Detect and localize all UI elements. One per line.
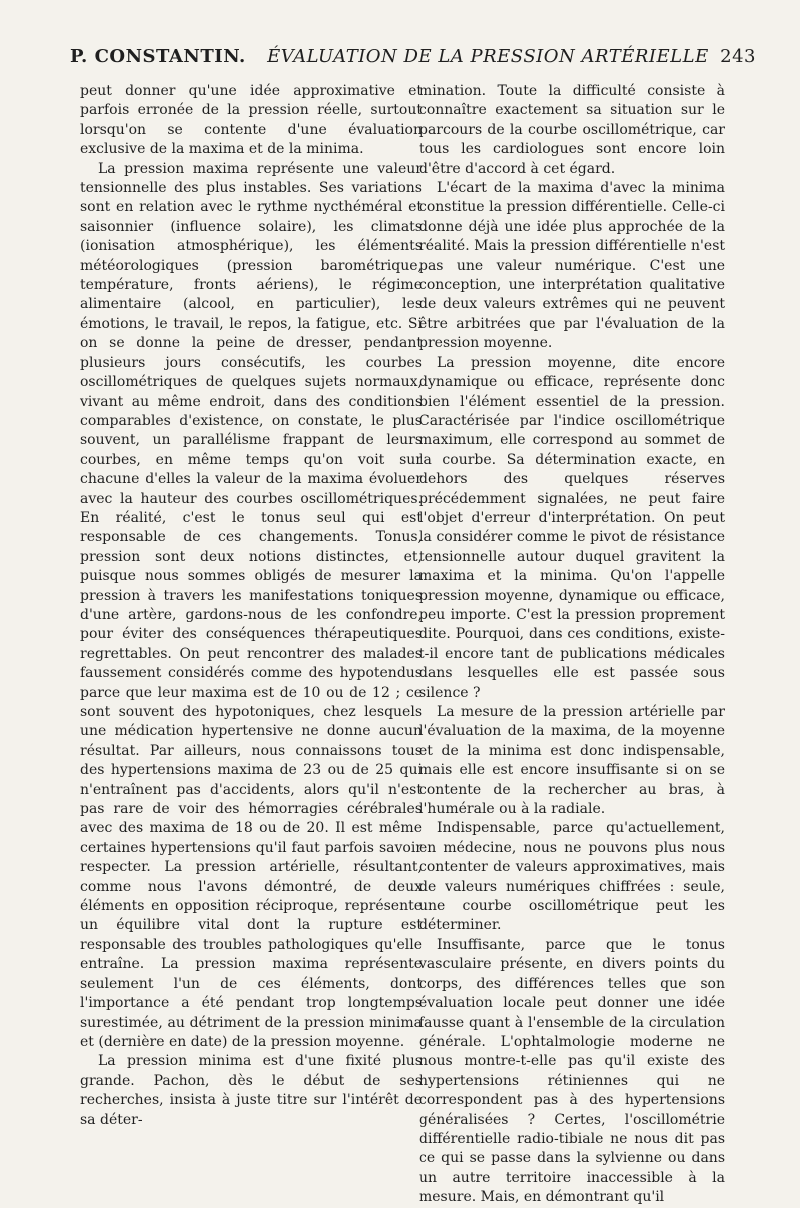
paragraph: Insuffisante, parce que le tonus vasculaire présente, en divers points du corps, des différences telles que son évaluation locale peut donner une idée fausse quant à l'ensemble de la circulation générale. L'ophtalmologie moderne ne nous montre-t-elle pas qu'il existe des hypertensions rétiniennes qui ne correspondent pas à des hypertensions généralisées ? Certes, l'oscillométrie différentielle radio-tibiale ne nous dit pas ce qui se passe dans la sylvienne ou dans un autre territoire inaccessible à la mesure. Mais, en démontrant qu'il — [419, 936, 725, 1206]
paragraph: La pression minima est d'une fixité plus grande. Pachon, dès le début de ses recherches, insista à juste titre sur l'intérêt de sa déter- — [80, 1053, 422, 1128]
right-column — [419, 82, 725, 1208]
paragraph: La mesure de la pression artérielle par l'évaluation de la maxima, de la moyenne et de la minima est donc indispensable, mais elle est encore insuffisante si on se contente de la rechercher au bras, à l'humérale ou à la radiale. — [419, 704, 725, 818]
paragraph: Indispensable, parce qu'actuellement, en médecine, nous ne pouvons plus nous contenter de valeurs approximatives, mais de valeurs numériques chiffrées : seule, une courbe oscillométrique peut les déterminer. — [419, 820, 725, 934]
paragraph: mination. Toute la difficulté consiste à connaître exactement sa situation sur le parcours de la courbe oscillométrique, car tous les cardiologues sont encore loin d'être d'accord à cet égard. — [419, 83, 725, 177]
paragraph: peut donner qu'une idée approximative et parfois erronée de la pression réelle, surtout lorsqu'on se contente d'une évaluation exclusive de la maxima et de la minima. — [80, 83, 422, 158]
paragraph: La pression maxima représente une valeur tensionnelle des plus instables. Ses variations sont en relation avec le rythme nycthéméral et saisonnier (influence solaire), les climats (ionisation atmosphérique), les éléments météorologiques (pression barométrique, température, fronts aériens), le régime alimentaire (alcool, en particulier), les émotions, le travail, le repos, la fatigue, etc. Si on se donne la peine de dresser, pendant plusieurs jours consécutifs, les courbes oscillométriques de quelques sujets normaux, vivant au même endroit, dans des conditions comparables d'existence, on constate, le plus souvent, un parallélisme frappant de leurs courbes, en même temps qu'on voit sur chacune d'elles la valeur de la maxima évoluer avec la hauteur des courbes oscillométriques. En réalité, c'est le tonus seul qui est responsable de ces changements. Tonus, pression sont deux notions distinctes, et, puisque nous sommes obligés de mesurer la pression à travers les manifestations toniques d'une artère, gardons-nous de les confondre, pour éviter des conséquences thérapeutiques regrettables. On peut rencontrer des malades faussement considérés comme des hypotendus parce que leur maxima est de 10 ou de 12 ; ce sont souvent des hypotoniques, chez lesquels une médication hypertensive ne donne aucun résultat. Par ailleurs, nous connaissons tous des hypertensions maxima de 23 ou de 25 qui n'entraînent pas d'accidents, alors qu'il n'est pas rare de voir des hémorragies cérébrales avec des maxima de 18 ou de 20. Il est même certaines hypertensions qu'il faut parfois savoir respecter. La pression artérielle, résultant, comme nous l'avons démontré, de deux éléments en opposition réciproque, représente un équilibre vital dont la rupture est responsable des troubles pathologiques qu'elle entraîne. La pression maxima représente seulement l'un de ces éléments, dont l'importance a été pendant trop longtemps surestimée, au détriment de la pression minima et (dernière en date) de la pression moyenne. — [80, 160, 422, 1050]
running-header — [70, 46, 756, 78]
paragraph: La pression moyenne, dite encore dynamique ou efficace, représente donc bien l'élément essentiel de la pression. Caractérisée par l'indice oscillométrique maximum, elle correspond au sommet de la courbe. Sa détermination exacte, en dehors des quelques réserves précédemment signalées, ne peut faire l'objet d'erreur d'interprétation. On peut la considérer comme le pivot de résistance tensionnelle autour duquel gravitent la maxima et la minima. Qu'on l'appelle pression moyenne, dynamique ou efficace, peu importe. C'est la pression proprement dite. Pourquoi, dans ces conditions, existe-t-il encore tant de publications médicales dans lesquelles elle est passée sous silence ? — [419, 354, 725, 701]
header-author: P. CONSTANTIN. — [70, 46, 246, 67]
header-title: ÉVALUATION DE LA PRESSION ARTÉRIELLE — [267, 46, 709, 67]
left-column — [80, 82, 422, 1130]
paragraph: L'écart de la maxima d'avec la minima constitue la pression différentielle. Celle-ci donne déjà une idée plus approchée de la réalité. Mais la pression différentielle n'est pas une valeur numérique. C'est une conception, une interprétation qualitative de deux valeurs extrêmes qui ne peuvent être arbitrées que par l'évaluation de la pression moyenne. — [419, 180, 725, 352]
page-number: 243 — [720, 46, 756, 67]
